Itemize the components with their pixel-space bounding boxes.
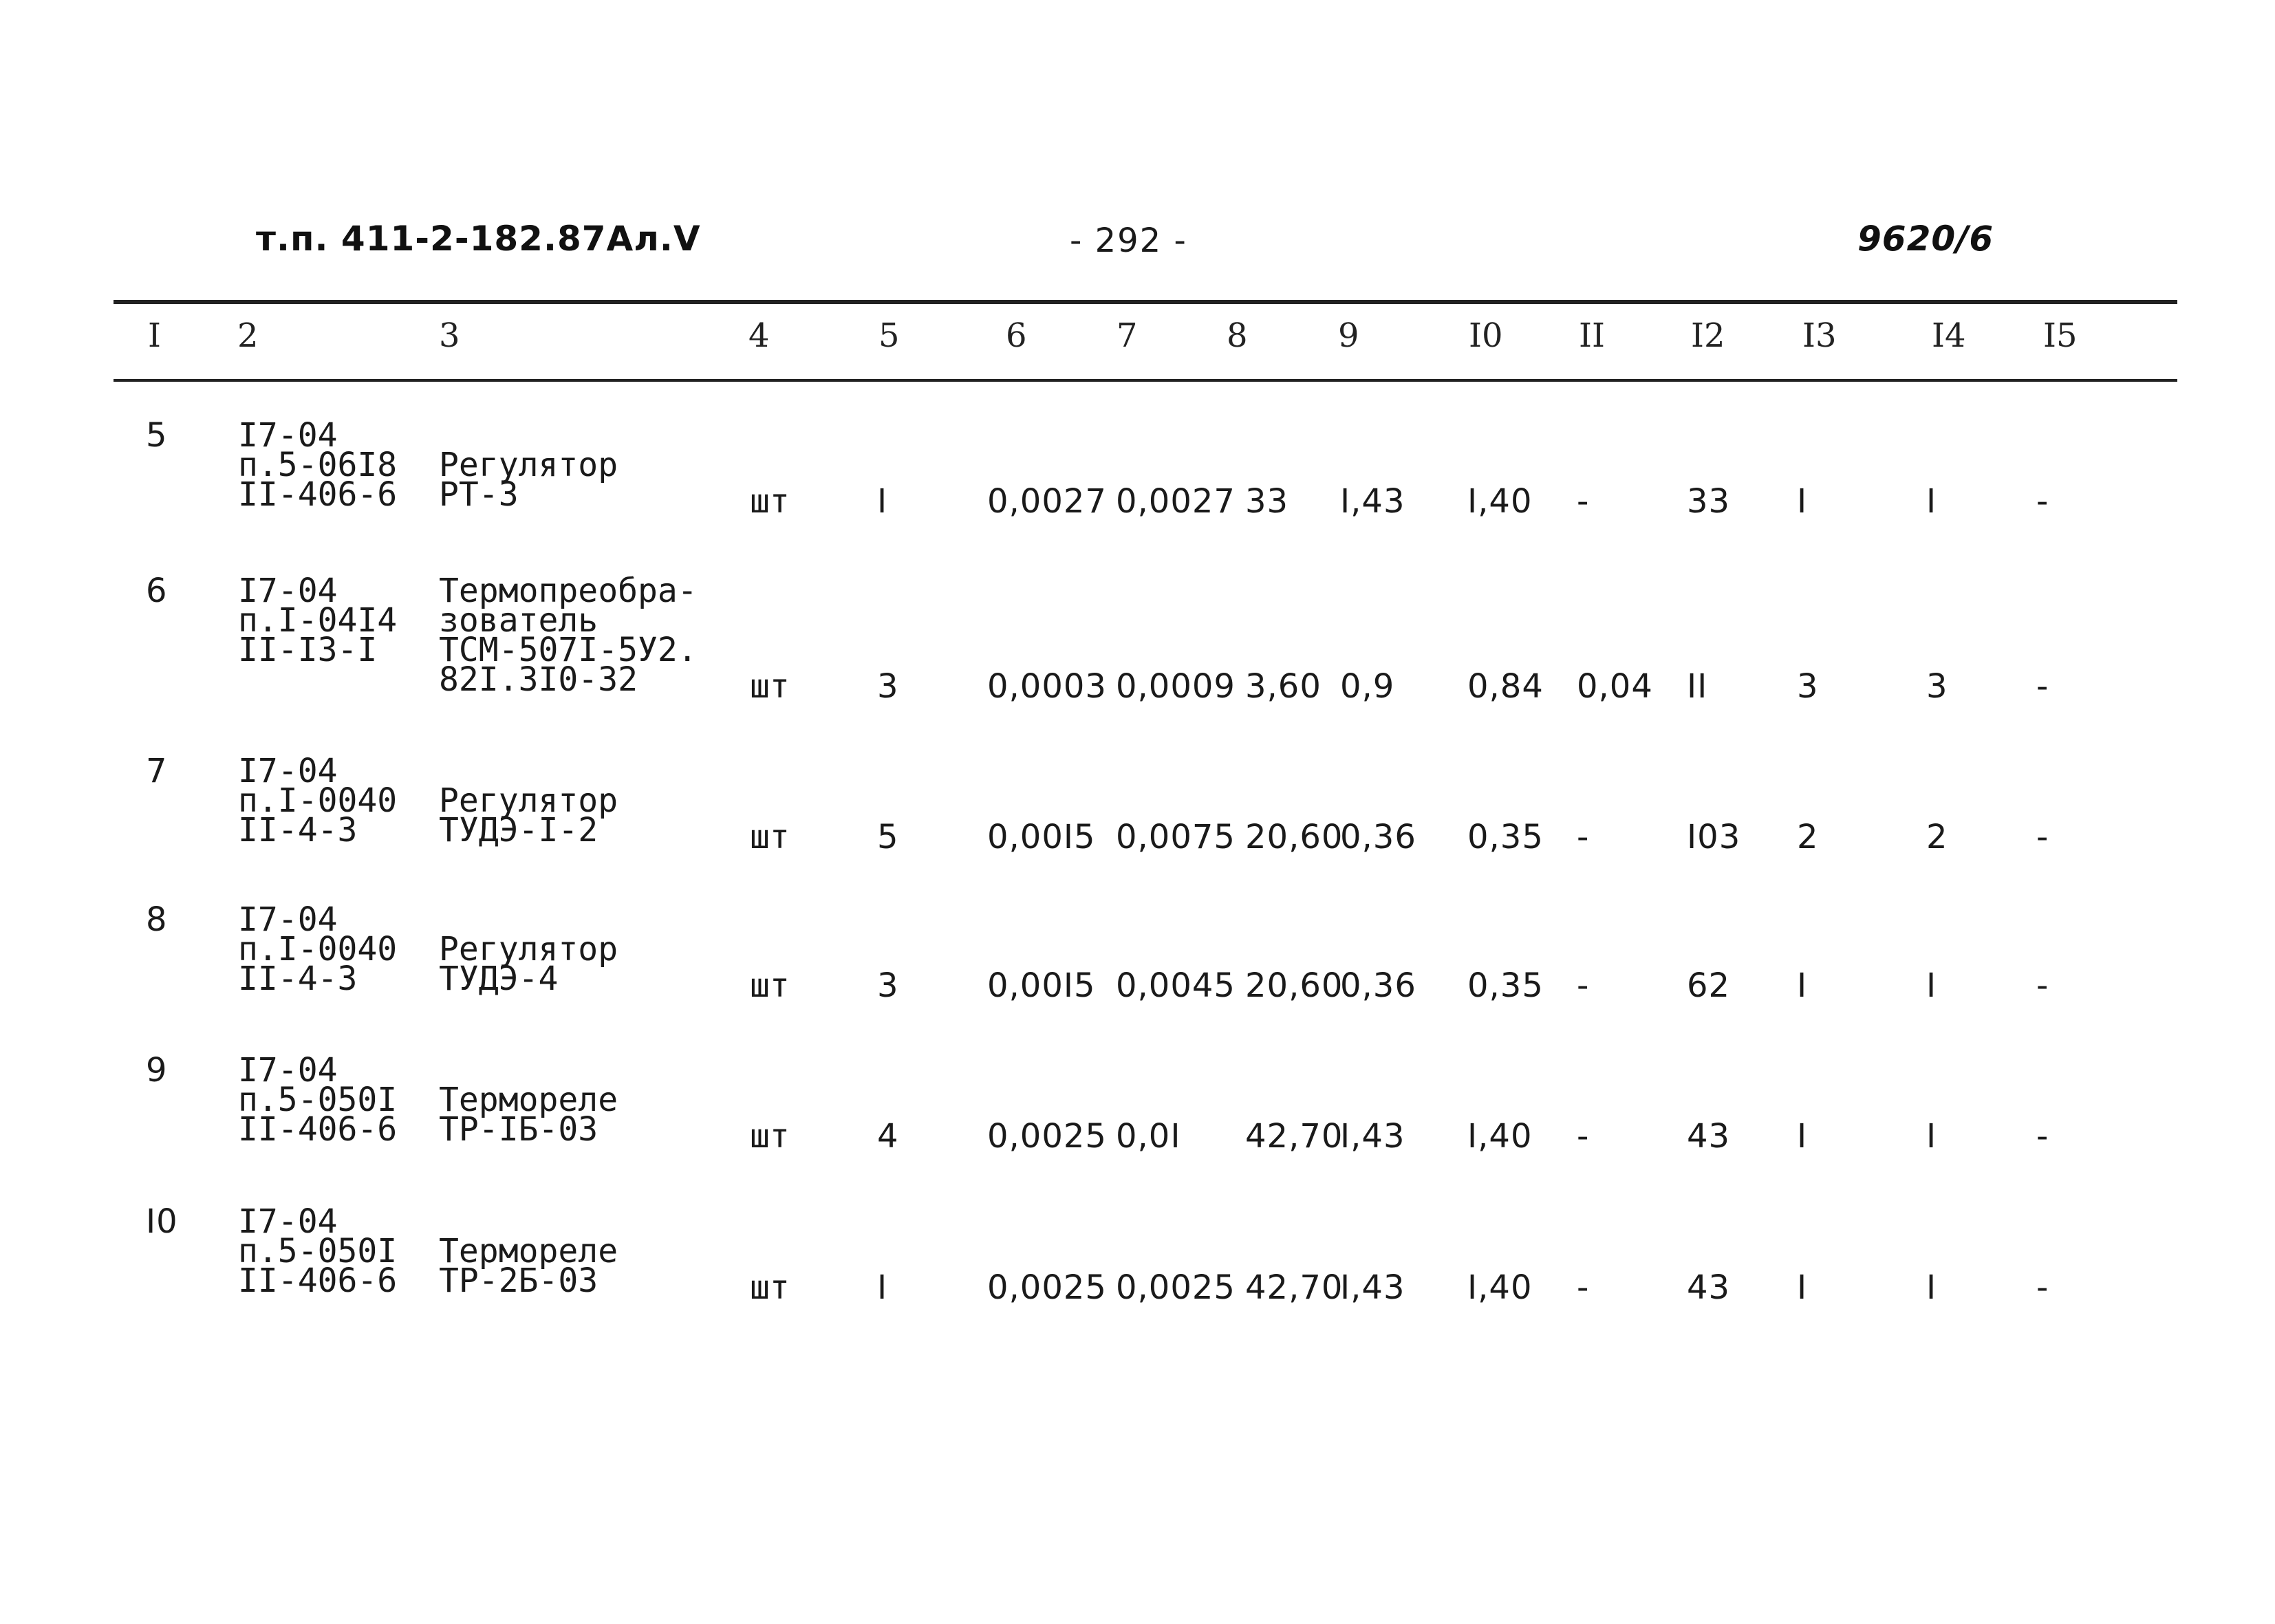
name-line: ТУДЭ-I-2 [439,811,599,849]
cell-c11: - [1577,966,1590,1005]
code-line: II-4-3 [238,811,358,849]
code-line: II-406-6 [238,1262,398,1300]
name-line: ТР-2Б-03 [439,1262,599,1300]
cell-name [439,1232,618,1300]
column-header-9: 9 [1338,316,1359,355]
cell-c8: 42,70 [1245,1268,1344,1307]
code-line: п.5-06I8 [238,446,398,484]
cell-no: 5 [146,416,168,455]
code-line: I7-04 [238,572,338,610]
cell-c6: 0,0027 [987,482,1107,521]
code-line: п.I-0040 [238,930,398,968]
column-header-13: I3 [1802,316,1837,355]
cell-qty: 3 [877,667,899,706]
cell-c15: - [2036,818,2049,856]
page-number: - 292 - [1070,221,1187,260]
cell-c15: - [2036,1268,2049,1307]
cell-c9: 0,36 [1340,818,1416,856]
cell-c10: 0,35 [1467,966,1544,1005]
cell-c10: I,40 [1467,1117,1533,1156]
cell-c15: - [2036,482,2049,521]
column-header-10: I0 [1469,316,1503,355]
cell-c7: 0,0045 [1116,966,1236,1005]
code-line: I7-04 [238,416,338,455]
code-line: I7-04 [238,900,338,939]
column-header-12: I2 [1691,316,1725,355]
column-header-7: 7 [1117,316,1138,355]
cell-code [238,752,398,849]
cell-c11: - [1577,1117,1590,1156]
cell-c8: 42,70 [1245,1117,1344,1156]
cell-c8: 20,60 [1245,966,1344,1005]
cell-c9: I,43 [1340,482,1405,521]
cell-c6: 0,0025 [987,1268,1107,1307]
cell-c9: I,43 [1340,1268,1405,1307]
cell-qty: 3 [877,966,899,1005]
code-line: II-406-6 [238,475,398,514]
cell-code [238,572,398,669]
name-line: Термореле [439,1081,618,1119]
cell-c12: 43 [1687,1268,1731,1307]
cell-qty: 4 [877,1117,899,1156]
column-header-14: I4 [1932,316,1966,355]
cell-c15: - [2036,1117,2049,1156]
cell-c12: 62 [1687,966,1731,1005]
cell-c14: 3 [1926,667,1948,706]
cell-no: 8 [146,900,168,939]
name-line: Регулятор [439,930,618,968]
document-code: т.п. 411-2-182.87Ал.V [256,219,701,259]
cell-c10: I,40 [1467,1268,1533,1307]
cell-c7: 0,0009 [1116,667,1236,706]
code-line: п.I-0040 [238,781,398,820]
cell-c6: 0,0003 [987,667,1107,706]
cell-c11: - [1577,1268,1590,1307]
cell-code [238,1051,398,1149]
cell-c12: 43 [1687,1117,1731,1156]
cell-no: 9 [146,1051,168,1090]
column-header-3: 3 [439,316,460,355]
cell-code [238,900,398,998]
code-line: II-4-3 [238,960,358,998]
name-line: ТУДЭ-4 [439,960,559,998]
cell-c13: I [1797,1117,1808,1156]
table-top-rule [114,300,2177,304]
name-line: зователь [439,601,599,640]
cell-c13: 3 [1797,667,1819,706]
cell-c14: I [1926,966,1937,1005]
cell-no: I0 [146,1202,178,1241]
cell-c6: 0,0025 [987,1117,1107,1156]
name-line: ТСМ-507I-5У2. [439,631,698,669]
cell-c10: 0,35 [1467,818,1544,856]
cell-c15: - [2036,667,2049,706]
cell-name [439,781,618,849]
cell-name [439,572,698,699]
name-line: РТ-3 [439,475,519,514]
cell-c11: - [1577,818,1590,856]
cell-c6: 0,00I5 [987,818,1096,856]
column-header-11: II [1579,316,1605,355]
name-line: Термореле [439,1232,618,1270]
cell-unit: шт [750,1117,790,1156]
cell-c14: 2 [1926,818,1948,856]
cell-c8: 33 [1245,482,1289,521]
cell-name [439,930,618,998]
cell-c8: 20,60 [1245,818,1344,856]
cell-c8: 3,60 [1245,667,1322,706]
cell-c13: I [1797,1268,1808,1307]
cell-c13: 2 [1797,818,1819,856]
cell-c10: 0,84 [1467,667,1544,706]
name-line: Регулятор [439,446,618,484]
cell-unit: шт [750,966,790,1005]
cell-unit: шт [750,667,790,706]
cell-c14: I [1926,482,1937,521]
cell-c9: 0,9 [1340,667,1395,706]
column-header-1: I [148,316,161,355]
cell-code [238,416,398,514]
code-line: I7-04 [238,1202,338,1241]
name-line: 82I.3I0-32 [439,660,638,699]
code-line: п.I-04I4 [238,601,398,640]
cell-c7: 0,0027 [1116,482,1236,521]
cell-c6: 0,00I5 [987,966,1096,1005]
code-line: II-406-6 [238,1110,398,1149]
cell-c11: 0,04 [1577,667,1653,706]
cell-qty: 5 [877,818,899,856]
cell-name [439,1081,618,1149]
cell-code [238,1202,398,1300]
cell-no: 7 [146,752,168,790]
cell-c7: 0,0I [1116,1117,1181,1156]
column-header-8: 8 [1227,316,1248,355]
cell-c12: II [1687,667,1708,706]
code-line: II-I3-I [238,631,378,669]
cell-c10: I,40 [1467,482,1533,521]
cell-c9: I,43 [1340,1117,1405,1156]
cell-c13: I [1797,966,1808,1005]
name-line: ТР-IБ-03 [439,1110,599,1149]
column-header-4: 4 [748,316,770,355]
cell-no: 6 [146,572,168,610]
archive-number: 9620/6 [1857,219,1994,259]
cell-c7: 0,0025 [1116,1268,1236,1307]
code-line: I7-04 [238,752,338,790]
cell-unit: шт [750,482,790,521]
name-line: Термопреобра- [439,572,698,610]
cell-c12: I03 [1687,818,1741,856]
cell-c9: 0,36 [1340,966,1416,1005]
code-line: п.5-050I [238,1232,398,1270]
cell-c14: I [1926,1117,1937,1156]
column-header-15: I5 [2043,316,2078,355]
cell-c7: 0,0075 [1116,818,1236,856]
cell-qty: I [877,482,888,521]
cell-c15: - [2036,966,2049,1005]
cell-qty: I [877,1268,888,1307]
cell-c11: - [1577,482,1590,521]
cell-c14: I [1926,1268,1937,1307]
name-line: Регулятор [439,781,618,820]
cell-unit: шт [750,1268,790,1307]
table-header-rule [114,379,2177,382]
cell-c12: 33 [1687,482,1731,521]
cell-c13: I [1797,482,1808,521]
column-header-6: 6 [1006,316,1027,355]
code-line: п.5-050I [238,1081,398,1119]
cell-unit: шт [750,818,790,856]
column-header-2: 2 [237,316,259,355]
column-header-5: 5 [878,316,900,355]
cell-name [439,446,618,514]
code-line: I7-04 [238,1051,338,1090]
